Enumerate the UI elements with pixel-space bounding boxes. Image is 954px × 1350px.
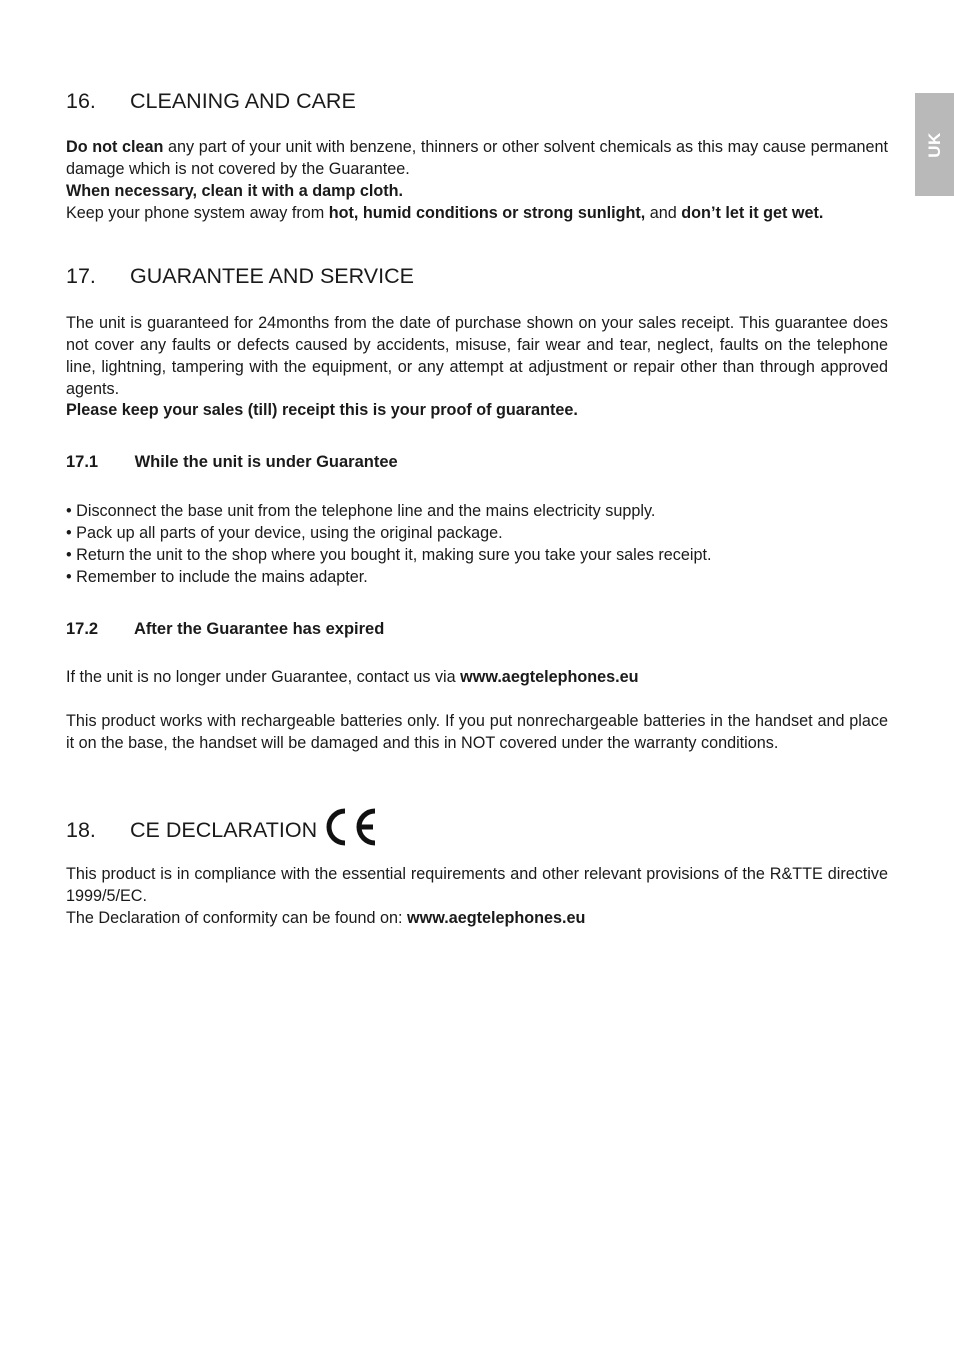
declaration-line [66, 907, 888, 929]
declaration-text: The Declaration of conformity can be found on: [66, 909, 408, 927]
do-not-clean-text: any part of your unit with benzene, thinners or other solvent chemicals as this may cause permanent damage which is not covered by the Guarantee. [66, 138, 888, 178]
ce-mark-icon [323, 806, 381, 854]
guarantee-bullet-list [66, 500, 888, 588]
section-17-title: GUARANTEE AND SERVICE [130, 264, 414, 288]
guarantee-paragraph: The unit is guaranteed for 24months from the date of purchase shown on your sales receipt. This guarantee does not cover any faults or defects caused by accidents, misuse, fair wear and tear, neglect, faults on the telephone line, lightning, tampering with the equipment, or any attempt at adjustment or repair other than through approved agents. [66, 314, 888, 398]
keep-away-and: and [645, 204, 682, 222]
section-16-title: CLEANING AND CARE [130, 89, 356, 113]
expired-contact-line [66, 666, 888, 688]
ce-compliance-paragraph: This product is in compliance with the essential requirements and other relevant provisions of the R&TTE directive 1999/5/EC. [66, 865, 888, 905]
keep-away-text: Keep your phone system away from [66, 204, 329, 222]
keep-away-wet: don’t let it get wet. [681, 204, 824, 222]
subsection-17-2-heading [66, 620, 384, 639]
section-18-heading [66, 806, 381, 854]
language-tab [915, 93, 954, 196]
section-18-title: CE DECLARATION [130, 817, 318, 842]
list-item: • Remember to include the mains adapter. [66, 568, 368, 586]
section-18-number: 18. [66, 817, 96, 842]
section-17-number: 17. [66, 264, 96, 288]
subsection-17-1-number: 17.1 [66, 453, 99, 471]
list-item: • Return the unit to the shop where you bought it, making sure you take your sales receipt. [66, 546, 712, 564]
subsection-17-1-heading [66, 453, 398, 472]
section-16-paragraph [66, 136, 888, 180]
section-17-heading [66, 264, 414, 289]
expired-contact-text: If the unit is no longer under Guarantee, contact us via [66, 668, 461, 686]
receipt-bold: Please keep your sales (till) receipt this is your proof of guarantee. [66, 401, 578, 419]
subsection-17-2-title: After the Guarantee has expired [133, 620, 385, 638]
declaration-website-link[interactable]: www.aegtelephones.eu [407, 909, 586, 927]
keep-away-conditions: hot, humid conditions or strong sunlight, [328, 204, 646, 222]
section-16-number: 16. [66, 89, 96, 113]
receipt-line [66, 399, 888, 421]
list-item: • Disconnect the base unit from the telephone line and the mains electricity supply. [66, 502, 656, 520]
language-tab-label: UK [924, 131, 944, 158]
damp-cloth-bold: When necessary, clean it with a damp cloth. [66, 182, 404, 200]
website-link[interactable]: www.aegtelephones.eu [460, 668, 639, 686]
battery-warning-paragraph: This product works with rechargeable batteries only. If you put nonrechargeable batteries in the handset and place it on the base, the handset will be damaged and this in NOT covered under the warranty conditions. [66, 712, 888, 752]
damp-cloth-line [66, 180, 888, 202]
section-16-heading [66, 89, 356, 114]
keep-away-line [66, 202, 888, 224]
do-not-clean-bold: Do not clean [66, 138, 164, 156]
list-item: • Pack up all parts of your device, using the original package. [66, 524, 503, 542]
subsection-17-2-number: 17.2 [66, 620, 99, 638]
subsection-17-1-title: While the unit is under Guarantee [134, 453, 398, 471]
